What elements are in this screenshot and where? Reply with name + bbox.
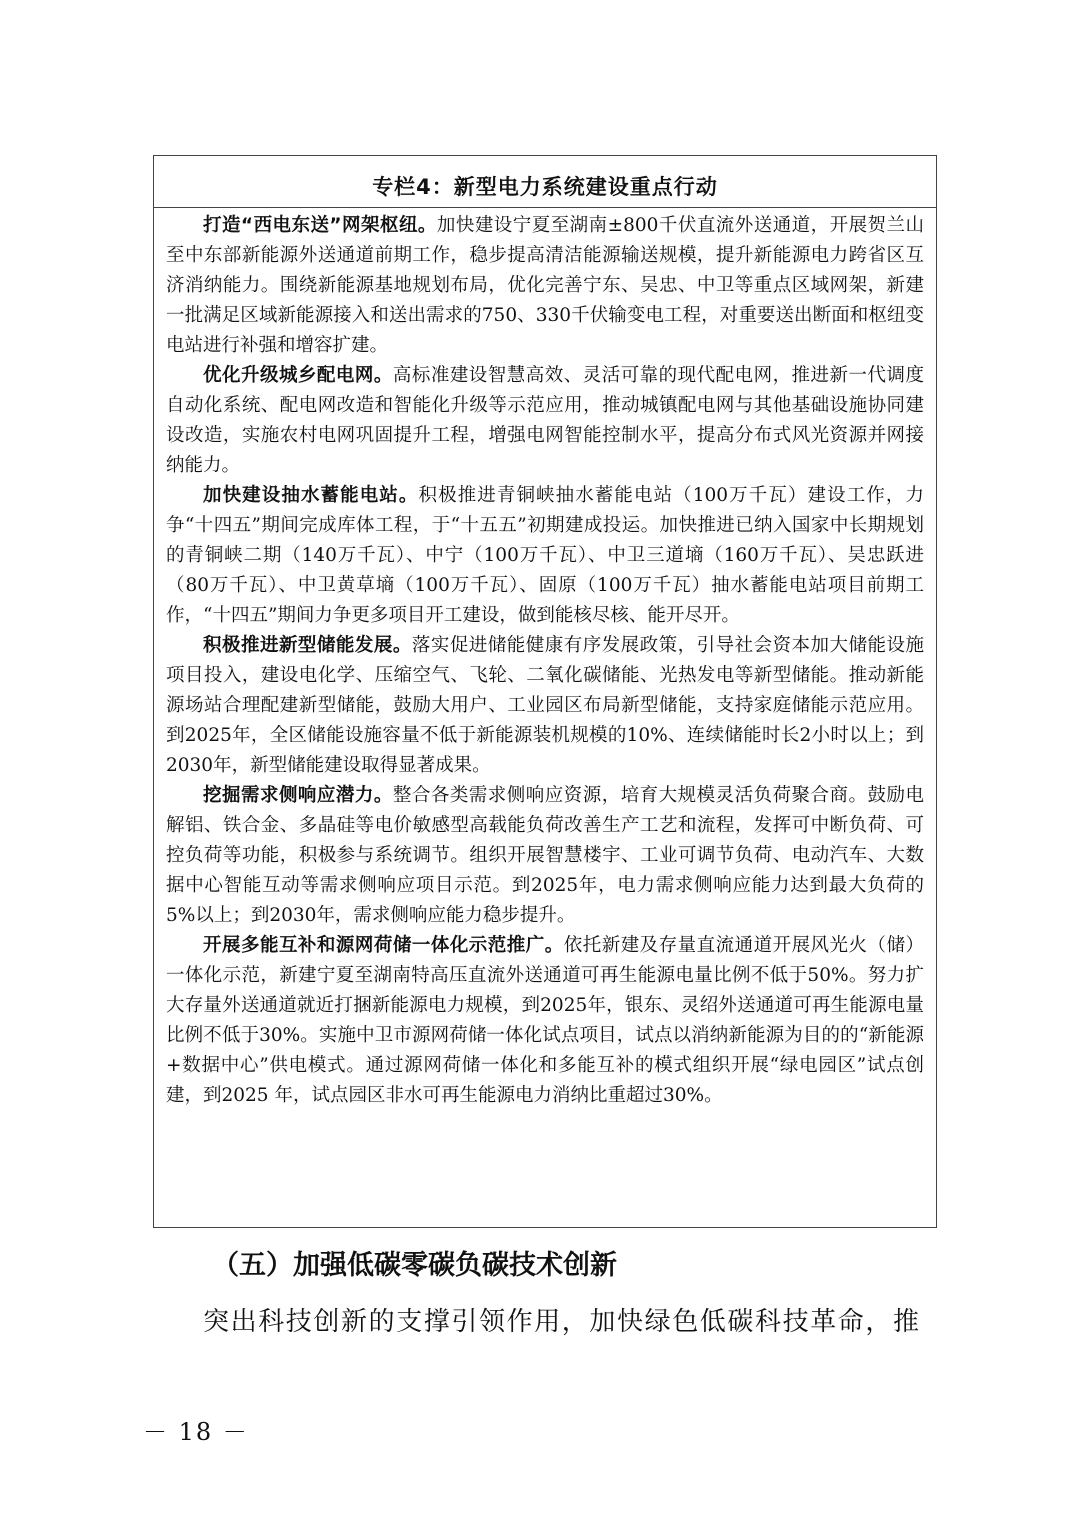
paragraph-lead: 打造“西电东送”网架枢纽。	[203, 215, 437, 236]
paragraph-lead: 挖掘需求侧响应潜力。	[203, 785, 393, 806]
panel-paragraph	[166, 931, 924, 1111]
panel-paragraph	[166, 781, 924, 931]
feature-panel	[153, 155, 937, 1228]
paragraph-text: 加快建设宁夏至湖南±800千伏直流外送通道，开展贺兰山至中东部新能源外送通道前期工作，稳步提高清洁能源输送规模，提升新能源电力跨省区互济消纳能力。围绕新能源基地规划布局，优化完善宁东、吴忠、中卫等重点区域网架，新建一批满足区域新能源接入和送出需求的750、330千伏输变电工程，对重要送出断面和枢纽变电站进行补强和增容扩建。	[166, 215, 924, 356]
paragraph-text: 依托新建及存量直流通道开展风光火（储）一体化示范，新建宁夏至湖南特高压直流外送通道可再生能源电量比例不低于50%。努力扩大存量外送通道就近打捆新能源电力规模，到2025年，银东、灵绍外送通道可再生能源电量比例不低于30%。实施中卫市源网荷储一体化试点项目，试点以消纳新能源为目的的“新能源+数据中心”供电模式。通过源网荷储一体化和多能互补的模式组织开展“绿电园区”试点创建，到2025 年，试点园区非水可再生能源电力消纳比重超过30%。	[166, 935, 924, 1106]
panel-paragraph	[166, 211, 924, 361]
paragraph-lead: 优化升级城乡配电网。	[203, 365, 393, 386]
paragraph-lead: 加快建设抽水蓄能电站。	[203, 485, 419, 506]
body-paragraph: 突出科技创新的支撑引领作用，加快绿色低碳科技革命，推	[203, 1307, 921, 1337]
paragraph-text: 整合各类需求侧响应资源，培育大规模灵活负荷聚合商。鼓励电解铝、铁合金、多晶硅等电价敏感型高载能负荷改善生产工艺和流程，发挥可中断负荷、可控负荷等功能，积极参与系统调节。组织开展智慧楼宇、工业可调节负荷、电动汽车、大数据中心智能互动等需求侧响应项目示范。到2025年，电力需求侧响应能力达到最大负荷的5%以上；到2030年，需求侧响应能力稳步提升。	[166, 785, 924, 926]
paragraph-text: 高标准建设智慧高效、灵活可靠的现代配电网，推进新一代调度自动化系统、配电网改造和智能化升级等示范应用，推动城镇配电网与其他基础设施协同建设改造，实施农村电网巩固提升工程，增强电网智能控制水平，提高分布式风光资源并网接纳能力。	[166, 365, 924, 476]
panel-title: 专栏4：新型电力系统建设重点行动	[154, 156, 936, 208]
panel-paragraph	[166, 631, 924, 781]
page-number: － 18 －	[143, 1418, 249, 1446]
paragraph-lead: 开展多能互补和源网荷储一体化示范推广。	[203, 935, 564, 956]
section-heading: （五）加强低碳零碳负碳技术创新	[212, 1250, 617, 1281]
paragraph-text: 落实促进储能健康有序发展政策，引导社会资本加大储能设施项目投入，建设电化学、压缩空气、飞轮、二氧化碳储能、光热发电等新型储能。推动新能源场站合理配建新型储能，鼓励大用户、工业园区布局新型储能，支持家庭储能示范应用。到2025年，全区储能设施容量不低于新能源装机规模的10%、连续储能时长2小时以上；到2030年，新型储能建设取得显著成果。	[166, 635, 924, 776]
paragraph-text: 积极推进青铜峡抽水蓄能电站（100万千瓦）建设工作，力争“十四五”期间完成库体工程，于“十五五”初期建成投运。加快推进已纳入国家中长期规划的青铜峡二期（140万千瓦）、中宁（100万千瓦）、中卫三道墒（160万千瓦）、吴忠跃进（80万千瓦）、中卫黄草墒（100万千瓦）、固原（100万千瓦）抽水蓄能电站项目前期工作，“十四五”期间力争更多项目开工建设，做到能核尽核、能开尽开。	[166, 485, 924, 626]
panel-paragraph	[166, 361, 924, 481]
paragraph-lead: 积极推进新型储能发展。	[203, 635, 412, 656]
panel-paragraph	[166, 481, 924, 631]
panel-body	[154, 208, 936, 1111]
